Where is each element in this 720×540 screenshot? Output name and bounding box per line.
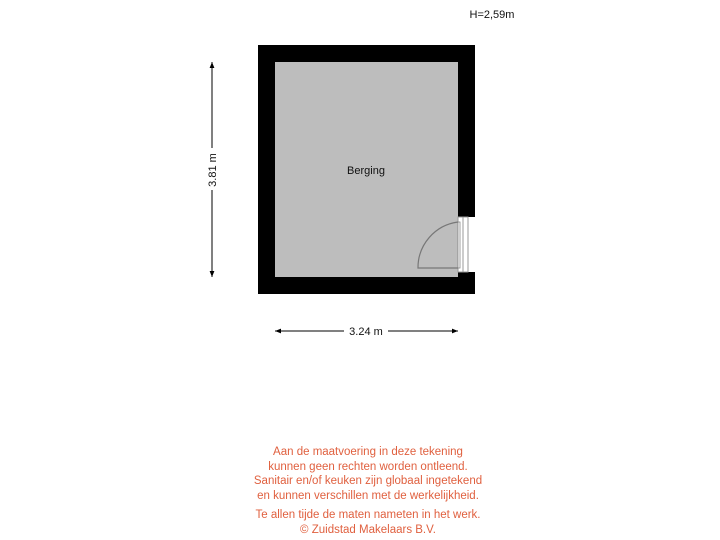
door-leaf: [458, 222, 460, 268]
disclaimer-line: Aan de maatvoering in deze tekening: [273, 446, 463, 458]
disclaimer-line: kunnen geen rechten worden ontleend.: [268, 460, 468, 473]
height-label: H=2,59m: [469, 9, 515, 21]
disclaimer-line: Te allen tijde de maten nameten in het werk.: [255, 509, 481, 522]
copyright-line: © Zuidstad Makelaars B.V.: [300, 523, 436, 536]
disclaimer-line: en kunnen verschillen met de werkelijkheid.: [257, 489, 479, 502]
disclaimer-line: Sanitair en/of keuken zijn globaal ingetekend: [253, 475, 483, 488]
width-label: 3.24 m: [349, 326, 383, 338]
depth-label: 3.81 m: [207, 153, 219, 187]
disclaimer: [200, 445, 536, 538]
room-label: Berging: [347, 165, 385, 177]
door-opening: [458, 217, 476, 272]
